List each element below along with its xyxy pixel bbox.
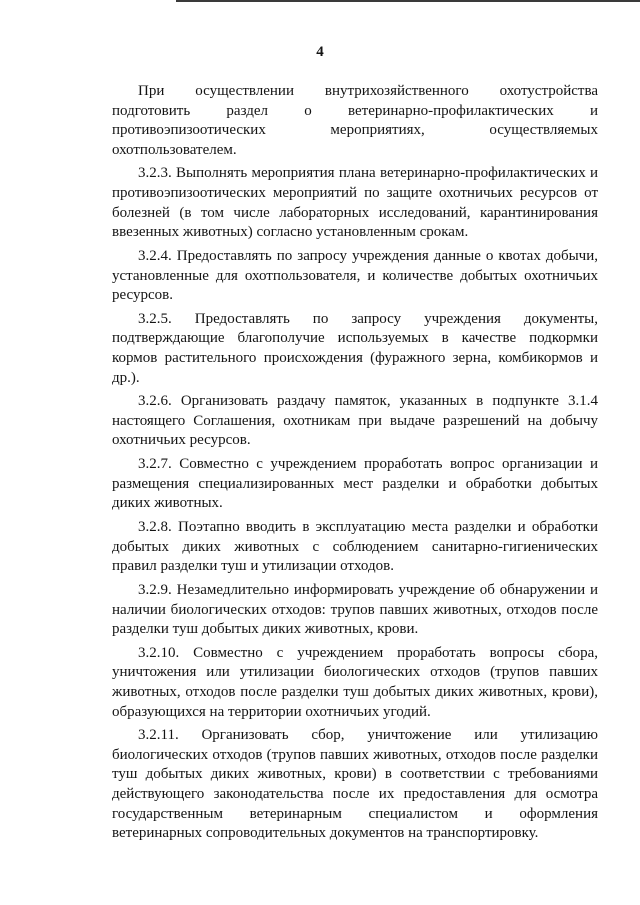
paragraph-3-2-8: 3.2.8. Поэтапно вводить в эксплуатацию места разделки и обработки добытых диких животных с соблюдением санитарно-гигиенических правил разделки туш и утилизации отходов. [112, 519, 598, 575]
paragraph-3-2-4: 3.2.4. Предоставлять по запросу учреждения данные о квотах добычи, установленные для охотпользователя, и количестве добытых охотничьих ресурсов. [112, 247, 598, 304]
paragraph-veterinary-section: При осуществлении внутрихозяйственного охотустройства подготовить раздел о ветеринарно-профилактических и противоэпизоотических мероприятиях, осуществляемых охотпользователем. [112, 83, 598, 158]
paragraph-3-2-9: 3.2.9. Незамедлительно информировать учреждение об обнаружении и наличии биологических отходов: трупов павших животных, отходов после разделки туш добытых диких животных, крови. [112, 581, 598, 638]
paragraph-3-2-7: 3.2.7. Совместно с учреждением проработать вопрос организации и размещения специализированных мест разделки и обработки добытых диких животных. [112, 456, 598, 512]
paragraph-3-2-11: 3.2.11. Организовать сбор, уничтожение или утилизацию биологических отходов (трупов павших животных, отходов после разделки туш добытых диких животных, крови) в соответствии с требованиями действующего законодательства после их предоставления для осмотра государственным ветеринарным специалистом и оформления ветеринарных сопроводительных документов на транспортировку. [112, 727, 598, 842]
paragraph-3-2-5: 3.2.5. Предоставлять по запросу учреждения документы, подтверждающие благополучие используемых в качестве подкормки кормов растительного происхождения (фуражного зерна, комбикормов и др.). [112, 310, 598, 386]
top-edge-rule [176, 0, 640, 2]
paragraph-3-2-3: 3.2.3. Выполнять мероприятия плана ветеринарно-профилактических и противоэпизоотических мероприятий по защите охотничьих ресурсов от болезней (в том числе лабораторных исследований, карантинирования ввезенных животных) согласно установленным срокам. [112, 165, 598, 241]
document-body [112, 82, 598, 848]
paragraph-3-2-10: 3.2.10. Совместно с учреждением проработать вопросы сбора, уничтожения или утилизации биологических отходов (трупов павших животных, отходов после разделки туш добытых диких животных, крови), образующихся на территории охотничьих угодий. [112, 644, 598, 720]
page-number: 4 [316, 44, 324, 60]
paragraph-3-2-6: 3.2.6. Организовать раздачу памяток, указанных в подпункте 3.1.4 настоящего Соглашения, охотникам при выдаче разрешений на добычу охотничьих ресурсов. [112, 393, 598, 449]
